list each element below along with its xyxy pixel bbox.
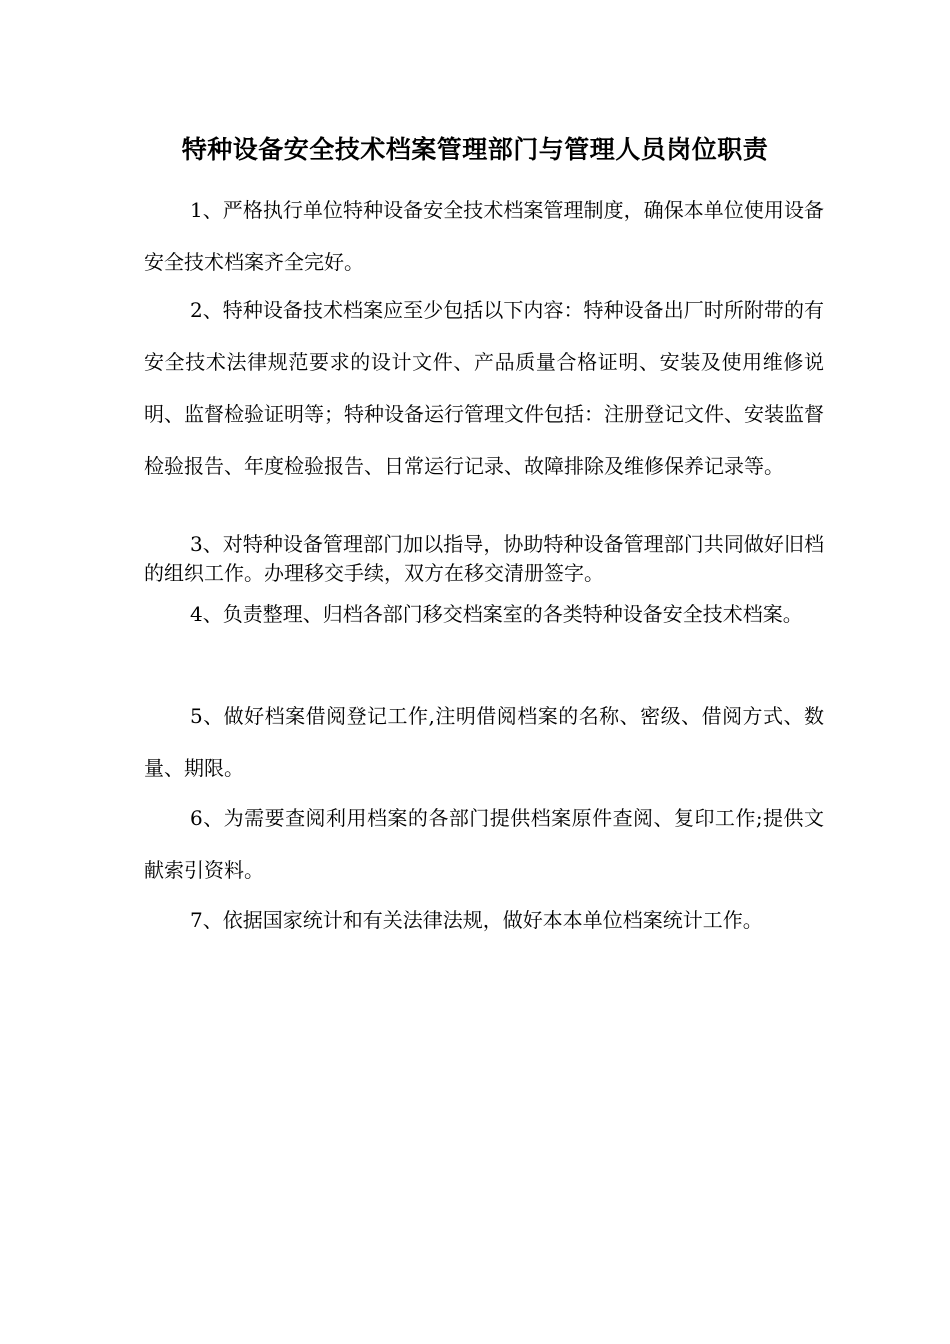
paragraph-5: 5、做好档案借阅登记工作,注明借阅档案的名称、密级、借阅方式、数量、期限。 xyxy=(144,704,824,780)
paragraph-6: 6、为需要查阅利用档案的各部门提供档案原件查阅、复印工作;提供文献索引资料。 xyxy=(144,806,824,882)
paragraph-7: 7、依据国家统计和有关法律法规，做好本本单位档案统计工作。 xyxy=(190,908,763,932)
paragraph-1: 1、严格执行单位特种设备安全技术档案管理制度，确保本单位使用设备安全技术档案齐全完好。 xyxy=(144,198,824,274)
paragraph-3: 3、对特种设备管理部门加以指导，协助特种设备管理部门共同做好旧档的组织工作。办理移交手续，双方在移交清册签字。 xyxy=(144,532,824,585)
paragraph-4: 4、负责整理、归档各部门移交档案室的各类特种设备安全技术档案。 xyxy=(190,602,803,626)
document-title: 特种设备安全技术档案管理部门与管理人员岗位职责 xyxy=(181,135,769,164)
paragraph-2: 2、特种设备技术档案应至少包括以下内容：特种设备出厂时所附带的有安全技术法律规范要求的设计文件、产品质量合格证明、安装及使用维修说明、监督检验证明等；特种设备运行管理文件包括：注册登记文件、安装监督检验报告、年度检验报告、日常运行记录、故障排除及维修保养记录等。 xyxy=(144,298,824,478)
